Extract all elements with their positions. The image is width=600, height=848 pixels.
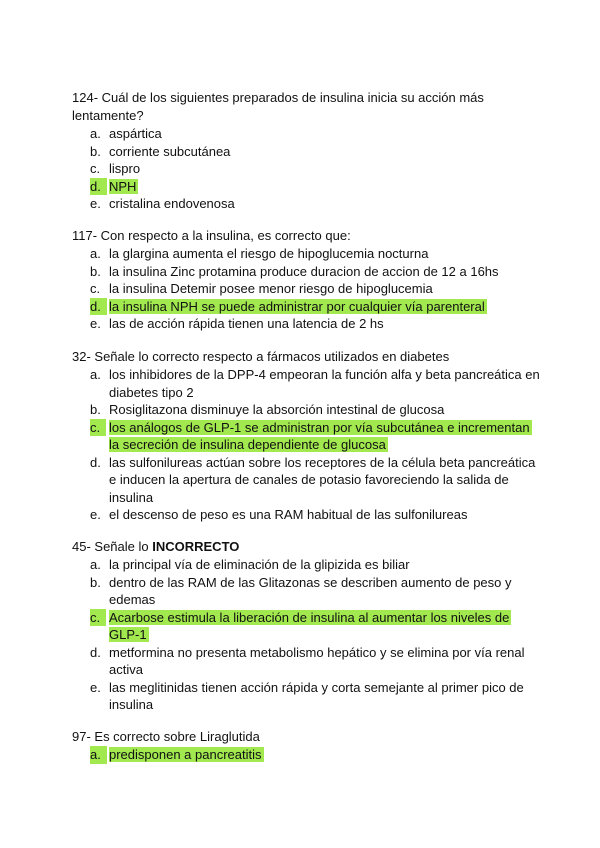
option-list bbox=[72, 556, 542, 714]
option-list bbox=[72, 125, 542, 213]
question-text: 97- Es correcto sobre Liraglutida bbox=[72, 729, 260, 744]
option-d: d. metformina no presenta metabolismo hepático y se elimina por vía renal activa bbox=[90, 644, 525, 677]
option-c-highlighted-answer: c. Acarbose estimula la liberación de insulina al aumentar los niveles de GLP-1 bbox=[90, 609, 510, 642]
option-d: d. las sulfonilureas actúan sobre los receptores de la célula beta pancreática e inducen la apertura de canales de potasio favoreciendo la salida de insulina bbox=[90, 454, 536, 505]
option-d-highlighted-answer: d. la insulina NPH se puede administrar por cualquier vía parenteral bbox=[90, 298, 485, 314]
question-97 bbox=[72, 728, 542, 764]
option-e: e. las de acción rápida tienen una latencia de 2 hs bbox=[90, 316, 384, 331]
option-a: a. la principal vía de eliminación de la glipizida es biliar bbox=[90, 557, 410, 572]
option-d-highlighted-answer: d. NPH bbox=[90, 178, 137, 194]
option-e: e. las meglitinidas tienen acción rápida y corta semejante al primer pico de insulina bbox=[90, 679, 524, 712]
option-b: b. Rosiglitazona disminuye la absorción intestinal de glucosa bbox=[90, 402, 445, 417]
option-b: b. la insulina Zinc protamina produce duracion de accion de 12 a 16hs bbox=[90, 263, 499, 279]
option-list bbox=[72, 366, 542, 524]
question-32 bbox=[72, 348, 542, 524]
option-list bbox=[72, 245, 542, 333]
option-c-highlighted-answer: c. los análogos de GLP-1 se administran por vía subcutánea e incrementan la secreción de insulina dependiente de glucosa bbox=[90, 419, 530, 452]
option-b: b. corriente subcutánea bbox=[90, 143, 231, 159]
option-a: a. aspártica bbox=[90, 126, 162, 141]
question-45 bbox=[72, 538, 542, 714]
question-117 bbox=[72, 227, 542, 333]
question-text: 117- Con respecto a la insulina, es correcto que: bbox=[72, 228, 351, 243]
question-text: 32- Señale lo correcto respecto a fármacos utilizados en diabetes bbox=[72, 349, 450, 364]
option-c: c. la insulina Detemir posee menor riesgo de hipoglucemia bbox=[90, 281, 433, 296]
option-a-highlighted-answer: a. predisponen a pancreatitis bbox=[90, 747, 262, 762]
option-a: a. los inhibidores de la DPP-4 empeoran la función alfa y beta pancreática en diabetes tipo 2 bbox=[90, 367, 540, 400]
option-e: e. el descenso de peso es una RAM habitual de las sulfonilureas bbox=[90, 507, 468, 522]
option-a: a. la glargina aumenta el riesgo de hipoglucemia nocturna bbox=[90, 246, 429, 261]
option-b: b. dentro de las RAM de las Glitazonas se describen aumento de peso y edemas bbox=[90, 574, 512, 607]
question-text: 45- Señale lo INCORRECTO bbox=[72, 539, 240, 554]
question-124 bbox=[72, 89, 542, 213]
option-e: e. cristalina endovenosa bbox=[90, 196, 235, 211]
option-list bbox=[72, 746, 542, 764]
question-text: 124- Cuál de los siguientes preparados de insulina inicia su acción más lentamente? bbox=[72, 90, 484, 123]
option-c: c. lispro bbox=[90, 161, 141, 176]
